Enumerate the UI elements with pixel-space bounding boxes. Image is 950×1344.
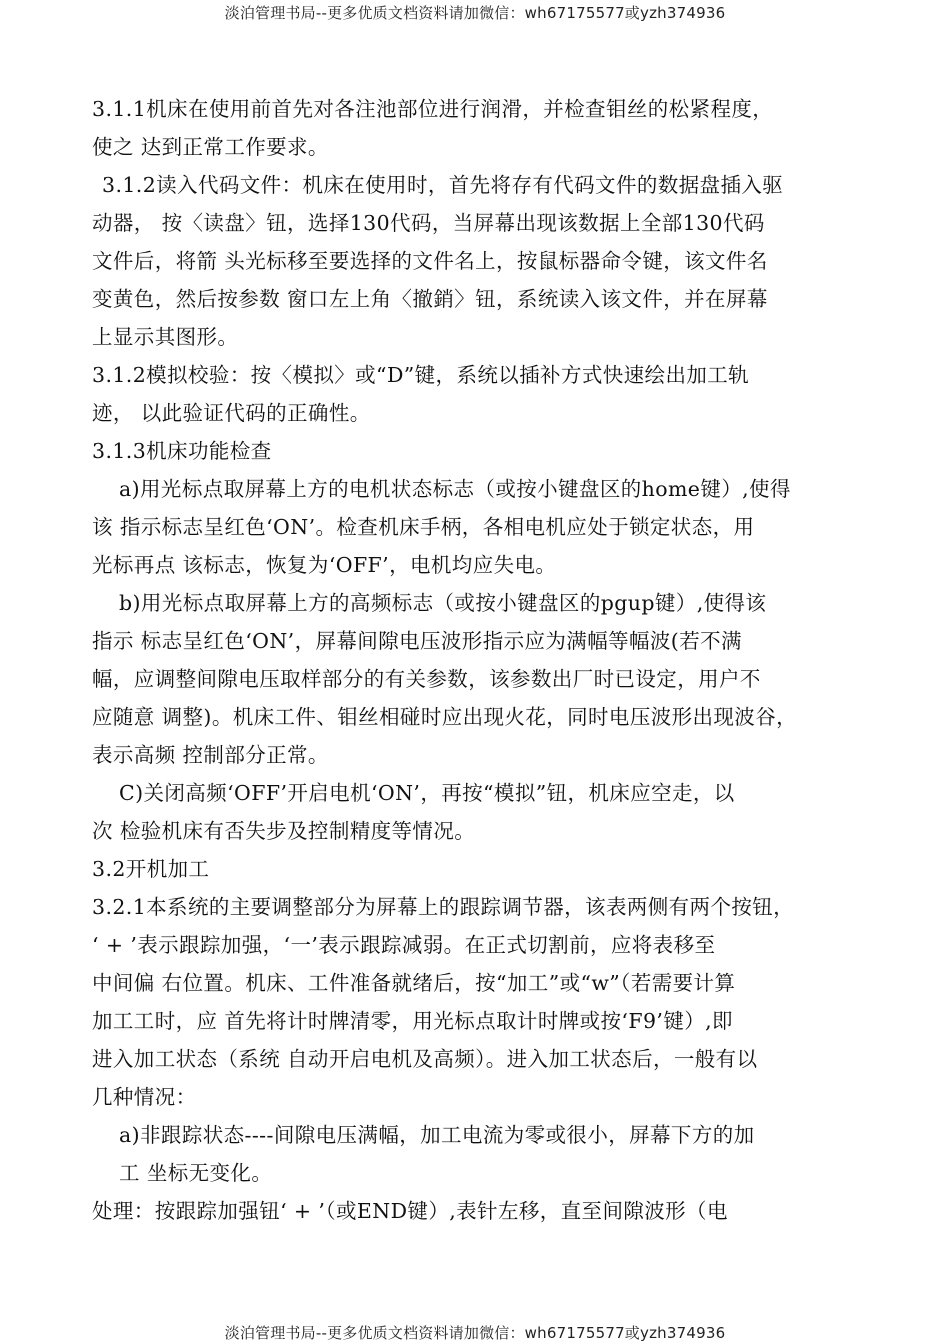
- text-line: 幅，应调整间隙电压取样部分的有关参数，该参数出厂时已设定，用户不: [92, 667, 761, 691]
- text-line: 上显示其图形。: [92, 325, 239, 349]
- text-line: 动器， 按〈读盘〉钮，选择130代码，当屏幕出现该数据上全部130代码: [92, 211, 765, 235]
- text-line: 加工工时，应 首先将计时牌清零，用光标点取计时牌或按‘F9’键）,即: [92, 1009, 733, 1033]
- text-line: 3.1.1机床在使用前首先对各注池部位进行润滑，并检查钼丝的松紧程度，: [92, 97, 774, 121]
- text-line: 工 坐标无变化。: [119, 1161, 273, 1185]
- text-line: a)用光标点取屏幕上方的电机状态标志（或按小键盘区的home键）,使得: [119, 477, 791, 501]
- text-line: 光标再点 该标志，恢复为‘OFF’，电机均应失电。: [92, 553, 557, 577]
- section-heading: 3.1.3机床功能检查: [92, 439, 272, 463]
- text-line: 迹， 以此验证代码的正确性。: [92, 401, 371, 425]
- text-line: 3.1.2模拟校验：按〈模拟〉或“D”键，系统以插补方式快速绘出加工轨: [92, 363, 750, 387]
- text-line: 使之 达到正常工作要求。: [92, 135, 329, 159]
- text-line: 进入加工状态（系统 自动开启电机及高频）。进入加工状态后，一般有以: [92, 1047, 758, 1071]
- text-line: 该 指示标志呈红色‘ON’。检查机床手柄，各相电机应处于锁定状态，用: [92, 515, 755, 539]
- text-line: 几种情况：: [92, 1085, 197, 1109]
- document-body: [92, 90, 872, 1230]
- text-line: 处理：按跟踪加强钮‘ + ’（或END键）,表针左移，直至间隙波形（电: [92, 1199, 728, 1223]
- text-line: ‘ + ’表示跟踪加强，‘一’表示跟踪减弱。在正式切割前，应将表移至: [92, 933, 716, 957]
- text-line: 变黄色，然后按参数 窗口左上角〈撤銷〉钮，系统读入该文件，并在屏幕: [92, 287, 768, 311]
- text-line: 文件后，将箭 头光标移至要选择的文件名上，按鼠标器命令键，该文件名: [92, 249, 768, 273]
- header-banner: 淡泊管理书局--更多优质文档资料请加微信：wh67175577或yzh374936: [224, 4, 726, 22]
- text-line: 中间偏 右位置。机床、工件准备就绪后，按“加工”或“w”（若需要计算: [92, 971, 736, 995]
- text-line: 应随意 调整)。机床工件、钼丝相碰时应出现火花，同时电压波形出现波谷，: [92, 705, 798, 729]
- text-line: a)非跟踪状态----间隙电压满幅，加工电流为零或很小，屏幕下方的加: [119, 1123, 755, 1147]
- text-line: C)关闭高频‘OFF’开启电机‘ON’，再按“模拟”钮，机床应空走，以: [119, 781, 735, 805]
- text-line: 次 检验机床有否失步及控制精度等情况。: [92, 819, 476, 843]
- text-line: 指示 标志呈红色‘ON’，屏幕间隙电压波形指示应为满幅等幅波(若不满: [92, 629, 742, 653]
- section-heading: 3.2开机加工: [92, 857, 210, 881]
- text-line: 表示高频 控制部分正常。: [92, 743, 329, 767]
- text-line: b)用光标点取屏幕上方的高频标志（或按小键盘区的pgup键）,使得该: [119, 591, 767, 615]
- text-line: 3.1.2读入代码文件：机床在使用时，首先将存有代码文件的数据盘插入驱: [102, 173, 784, 197]
- footer-banner: 淡泊管理书局--更多优质文档资料请加微信：wh67175577或yzh374936: [224, 1324, 726, 1342]
- text-line: 3.2.1本系统的主要调整部分为屏幕上的跟踪调节器，该表两侧有两个按钮，: [92, 895, 795, 919]
